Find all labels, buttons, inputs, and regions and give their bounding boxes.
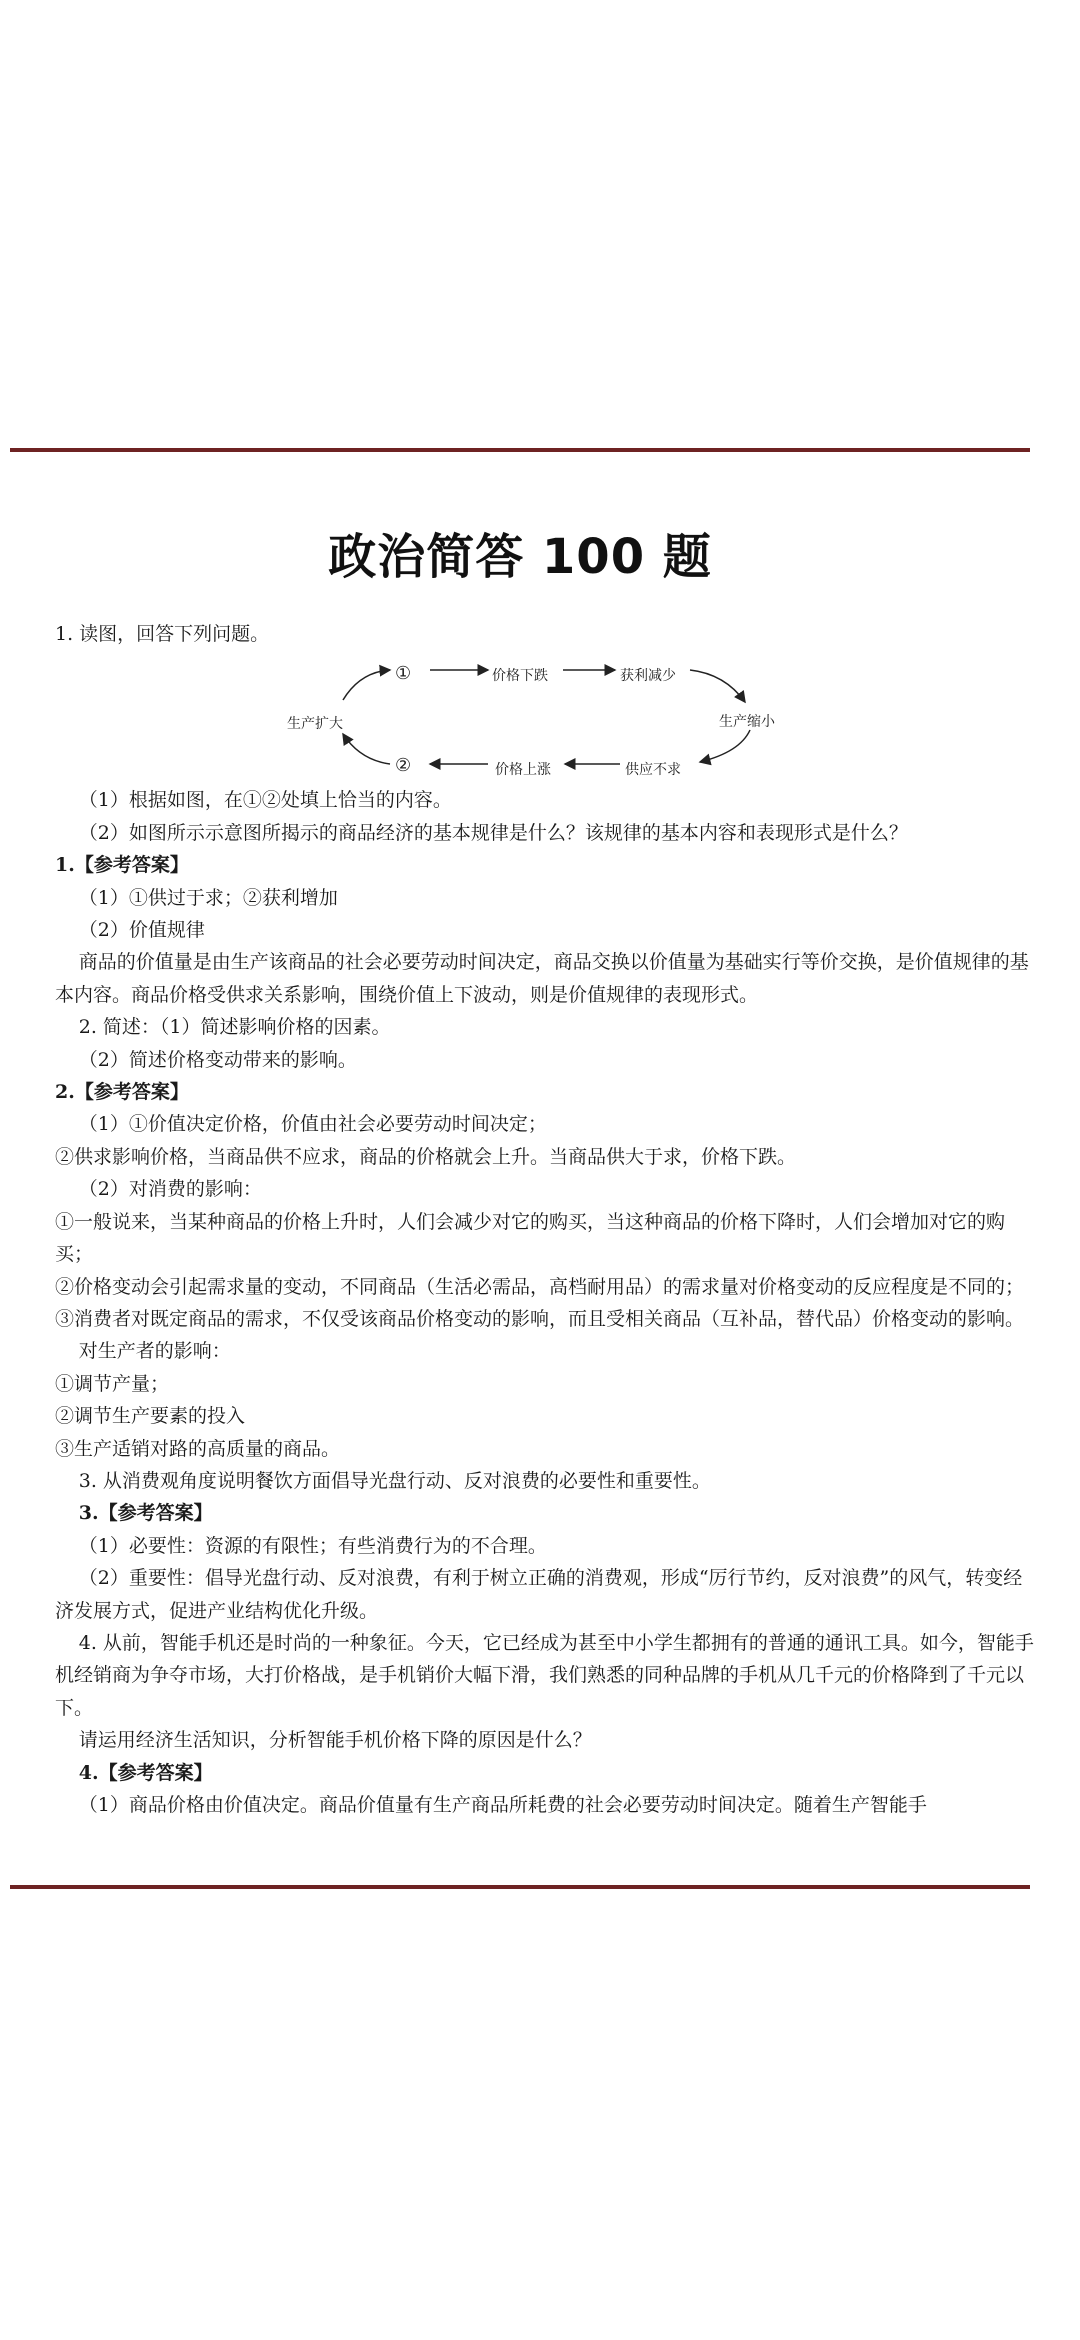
- page-title: 政治简答 100 题: [328, 529, 712, 585]
- q1-sub1: （1）根据如图，在①②处填上恰当的内容。: [78, 789, 452, 812]
- q2-answer-2: ②供求影响价格，当商品供不应求，商品的价格就会上升。当商品供大于求，价格下跌。: [55, 1145, 797, 1168]
- top-divider: [10, 448, 1030, 452]
- diagram-price-fall: 价格下跌: [492, 668, 548, 685]
- q4-answer-1: （1）商品价格由价值决定。商品价值量有生产商品所耗费的社会必要劳动时间决定。随着生产智能手: [78, 1794, 927, 1816]
- q2-answer-heading: 2.【参考答案】: [55, 1081, 189, 1104]
- q2-sub2: （2）简述价格变动带来的影响。: [78, 1048, 357, 1071]
- q2-answer-10: ③生产适销对路的高质量的商品。: [55, 1437, 341, 1460]
- bottom-divider: [10, 1885, 1030, 1889]
- q2-answer-3: （2）对消费的影响：: [78, 1178, 262, 1201]
- diagram-profit-down: 获利减少: [620, 668, 676, 685]
- diagram-circle-1: ①: [395, 663, 412, 685]
- price-cycle-diagram: [55, 652, 1035, 780]
- q4-prompt: 4. 从前，智能手机还是时尚的一种象征。今天，它已经成为甚至中小学生都拥有的普通的通讯工具。如今，智能手机经销商为争夺市场，大打价格战，是手机销价大幅下滑，我们熟悉的同种品牌的手机从几千元的价格降到了千元以下。: [55, 1631, 1034, 1719]
- q2-answer-1: （1）①价值决定价格，价值由社会必要劳动时间决定；: [78, 1113, 547, 1136]
- q1-prompt: 1. 读图，回答下列问题。: [55, 623, 270, 645]
- q1-sub2: （2）如图所示示意图所揭示的商品经济的基本规律是什么？该规律的基本内容和表现形式是什么？: [78, 821, 908, 844]
- q2-answer-7: 对生产者的影响：: [78, 1340, 231, 1363]
- q4-answer-heading: 4.【参考答案】: [78, 1761, 213, 1784]
- q2-answer-9: ②调节生产要素的投入: [55, 1405, 246, 1428]
- q3-answer-1: （1）必要性：资源的有限性；有些消费行为的不合理。: [78, 1534, 547, 1557]
- q3-answer-2: （2）重要性：倡导光盘行动、反对浪费，有利于树立正确的消费观，形成“厉行节约，反对浪费”的风气，转变经济发展方式，促进产业结构优化升级。: [55, 1567, 1023, 1622]
- q1-answer-3: 商品的价值量是由生产该商品的社会必要劳动时间决定，商品交换以价值量为基础实行等价交换，是价值规律的基本内容。商品价格受供求关系影响，围绕价值上下波动，则是价值规律的表现形式。: [55, 951, 1029, 1006]
- q2-answer-8: ①调节产量；: [55, 1372, 170, 1395]
- q4-sub: 请运用经济生活知识，分析智能手机价格下降的原因是什么？: [78, 1729, 592, 1752]
- q1-answer-heading: 1.【参考答案】: [55, 854, 189, 877]
- q2-answer-4: ①一般说来，当某种商品的价格上升时，人们会减少对它的购买，当这种商品的价格下降时，人们会增加对它的购买；: [55, 1210, 1006, 1266]
- diagram-supply-short: 供应不求: [625, 762, 681, 779]
- q2-answer-6: ③消费者对既定商品的需求，不仅受该商品价格变动的影响，而且受相关商品（互补品，替代品）价格变动的影响。: [55, 1307, 1025, 1330]
- q1-answer-1: （1）①供过于求；②获利增加: [78, 886, 338, 909]
- q3-prompt: 3. 从消费观角度说明餐饮方面倡导光盘行动、反对浪费的必要性和重要性。: [78, 1469, 711, 1492]
- diagram-expand: 生产扩大: [287, 716, 343, 733]
- q1-answer-2: （2）价值规律: [78, 919, 205, 942]
- document-body: [55, 618, 1035, 1821]
- q3-answer-heading: 3.【参考答案】: [78, 1502, 213, 1525]
- diagram-shrink: 生产缩小: [719, 714, 775, 731]
- diagram-price-rise: 价格上涨: [495, 762, 551, 779]
- q2-prompt: 2. 简述：（1）简述影响价格的因素。: [78, 1016, 391, 1039]
- q2-answer-5: ②价格变动会引起需求量的变动，不同商品（生活必需品，高档耐用品）的需求量对价格变动的反应程度是不同的；: [55, 1275, 1025, 1298]
- diagram-circle-2: ②: [395, 755, 412, 777]
